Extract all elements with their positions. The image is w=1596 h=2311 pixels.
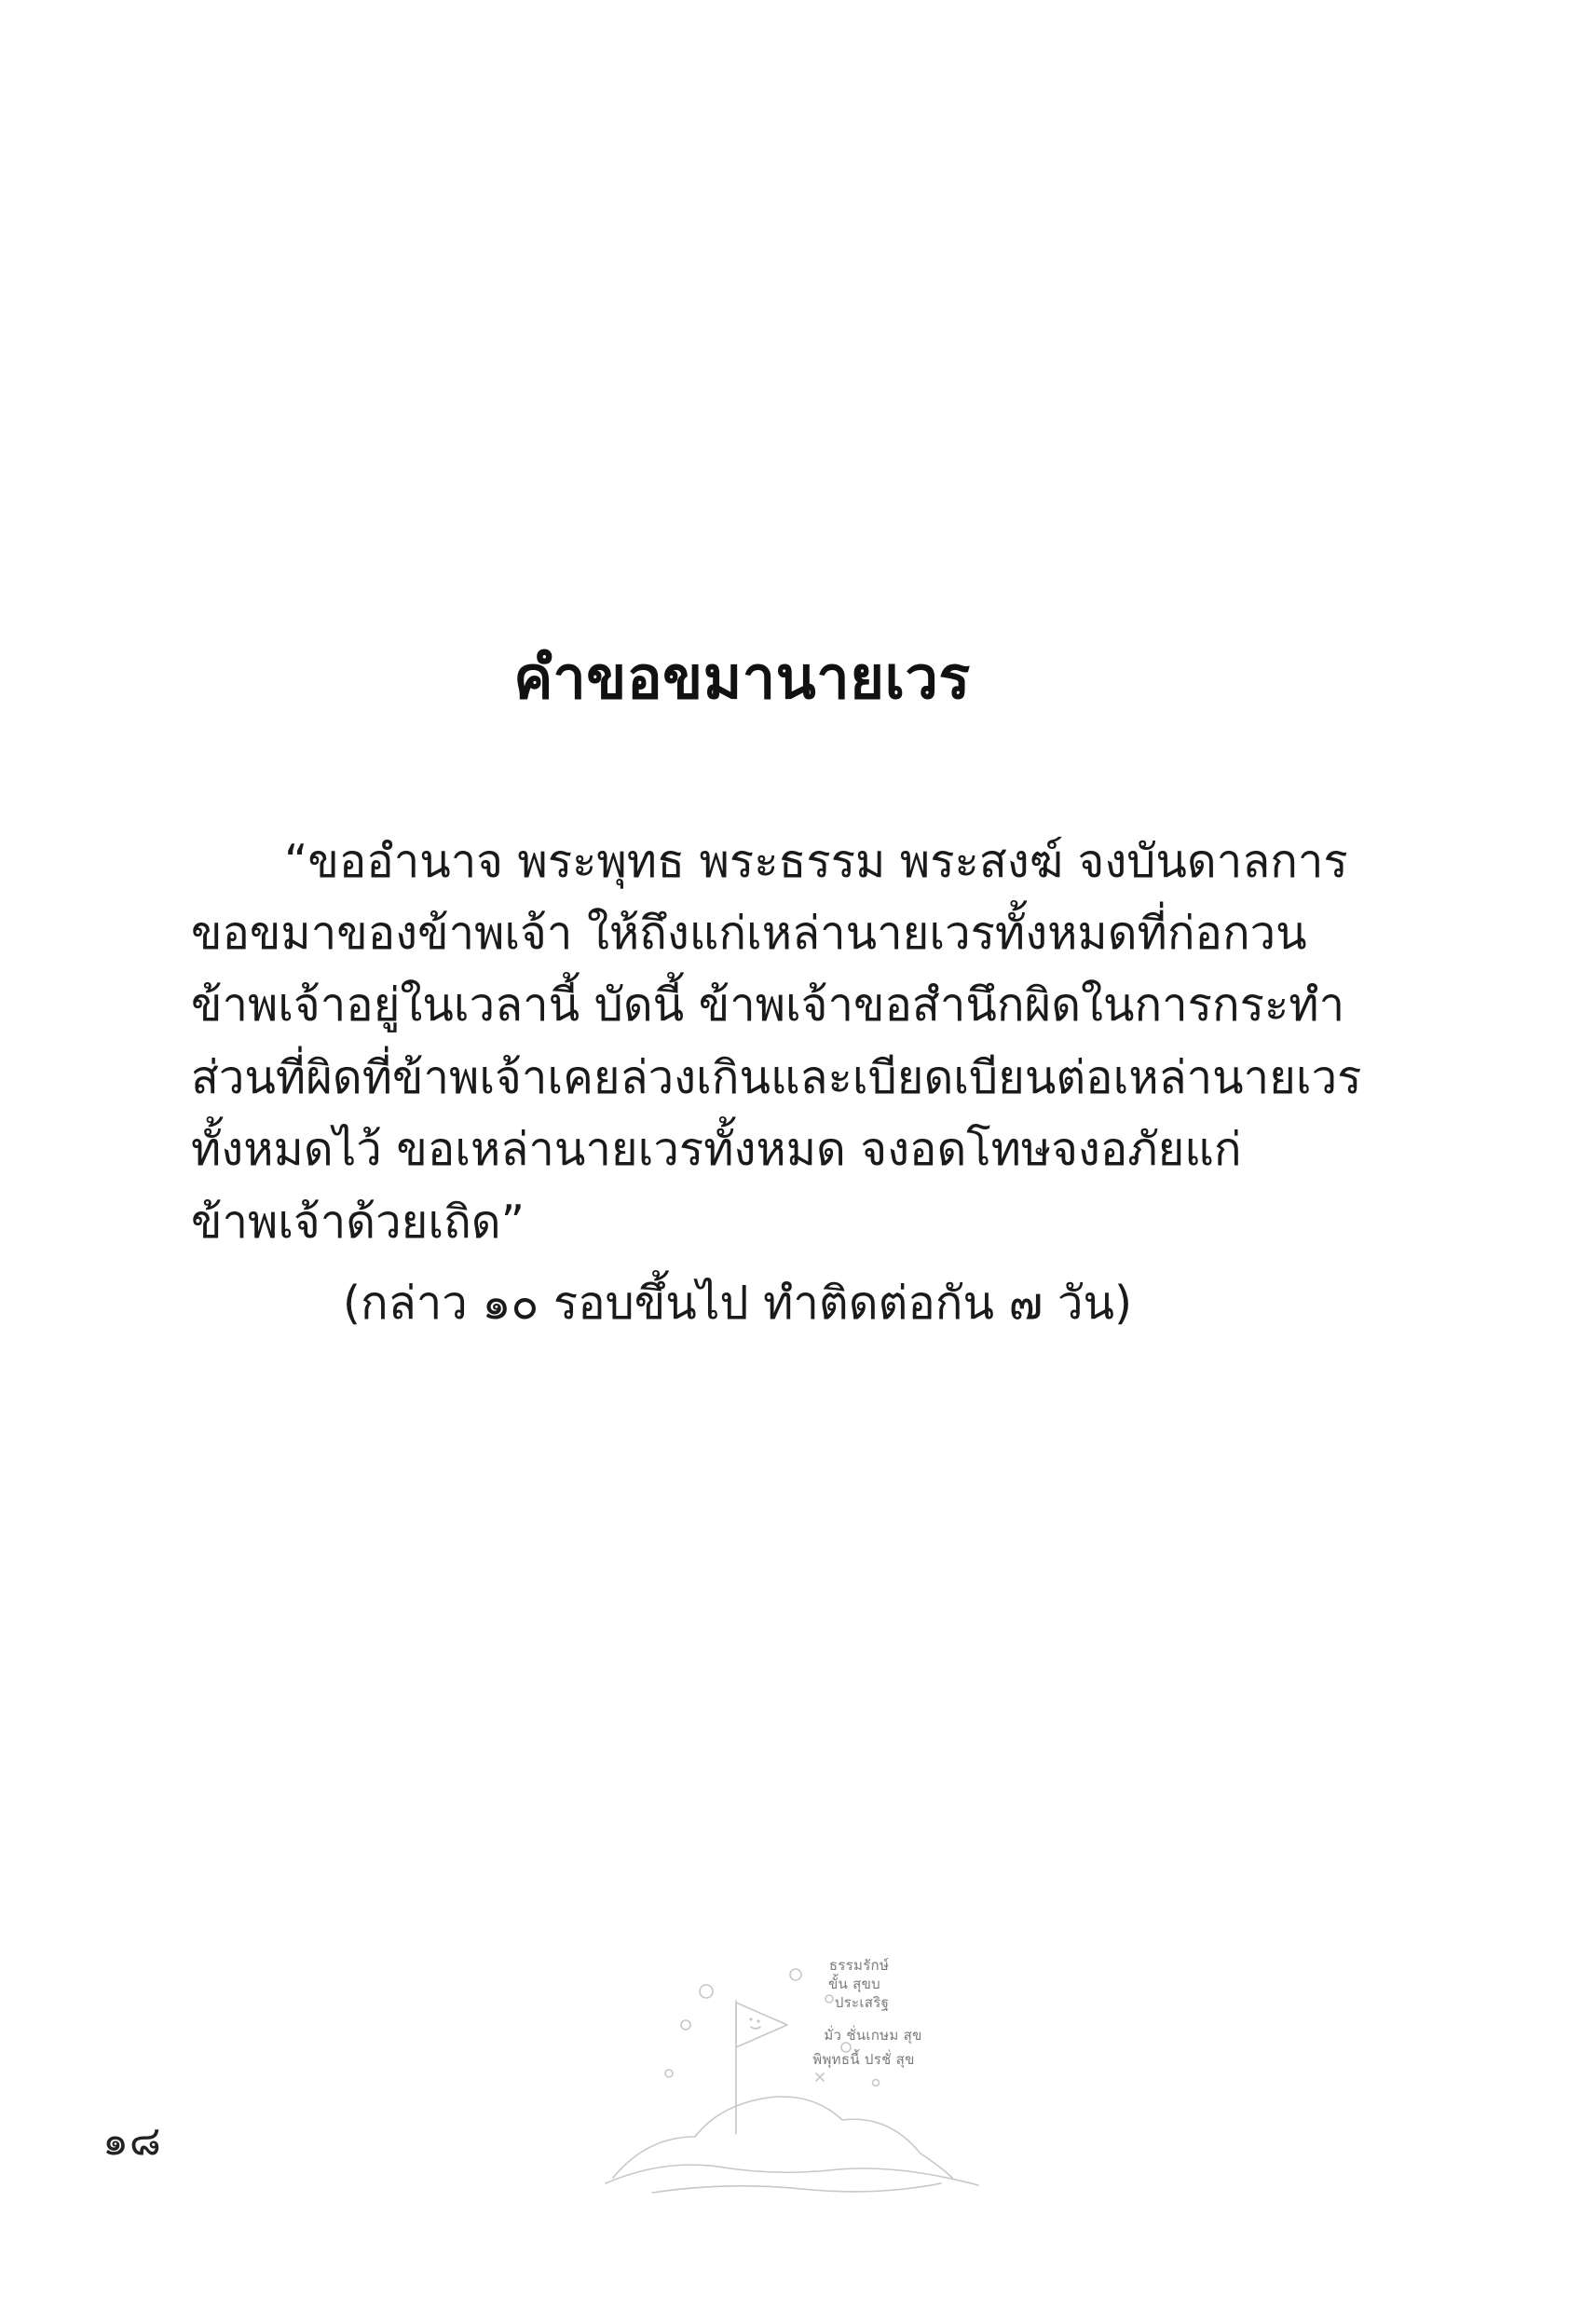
prayer-text: “ขออำนาจ พระพุทธ พระธรรม พระสงฆ์ จงบันดาลการขอขมาของข้าพเจ้า ให้ถึงแก่เหล่านายเวรทั้งหมดที่ก่อกวนข้าพเจ้าอยู่ในเวลานี้ บัดนี้ ข้าพเจ้าขอสำนึกผิดในการกระทำส่วนที่ผิดที่ข้าพเจ้าเคยล่วงเกินและเบียดเบียนต่อเหล่านายเวรทั้งหมดไว้ ขอเหล่านายเวรทั้งหมด จงอดโทษจงอภัยแก่ข้าพเจ้าด้วยเถิด” [191, 834, 1362, 1249]
page-title: คำขอขมานายเวร [513, 644, 971, 712]
sketch-caption-line-3: ประเสริฐ [834, 1994, 890, 2012]
sketch-caption-line-2: ขั้น สุขบ [827, 1976, 880, 1992]
sketch-caption-line-1: ธรรมรักษ์ [828, 1956, 890, 1974]
sketch-caption-line-4: มั่ว ชั่นเกษม สุข [824, 2026, 922, 2044]
page-content [0, 643, 1596, 1339]
prayer-paragraph [163, 826, 1433, 1258]
sketch-caption [719, 1956, 999, 2069]
page-number: ๑๘ [102, 2117, 162, 2165]
practice-note: (กล่าว ๑๐ รอบขึ้นไป ทำติดต่อกัน ๗ วัน) [342, 1277, 1133, 1331]
sketch-caption-line-5: พิพุทธนี้ ปรชั่ สุข [812, 2050, 915, 2068]
